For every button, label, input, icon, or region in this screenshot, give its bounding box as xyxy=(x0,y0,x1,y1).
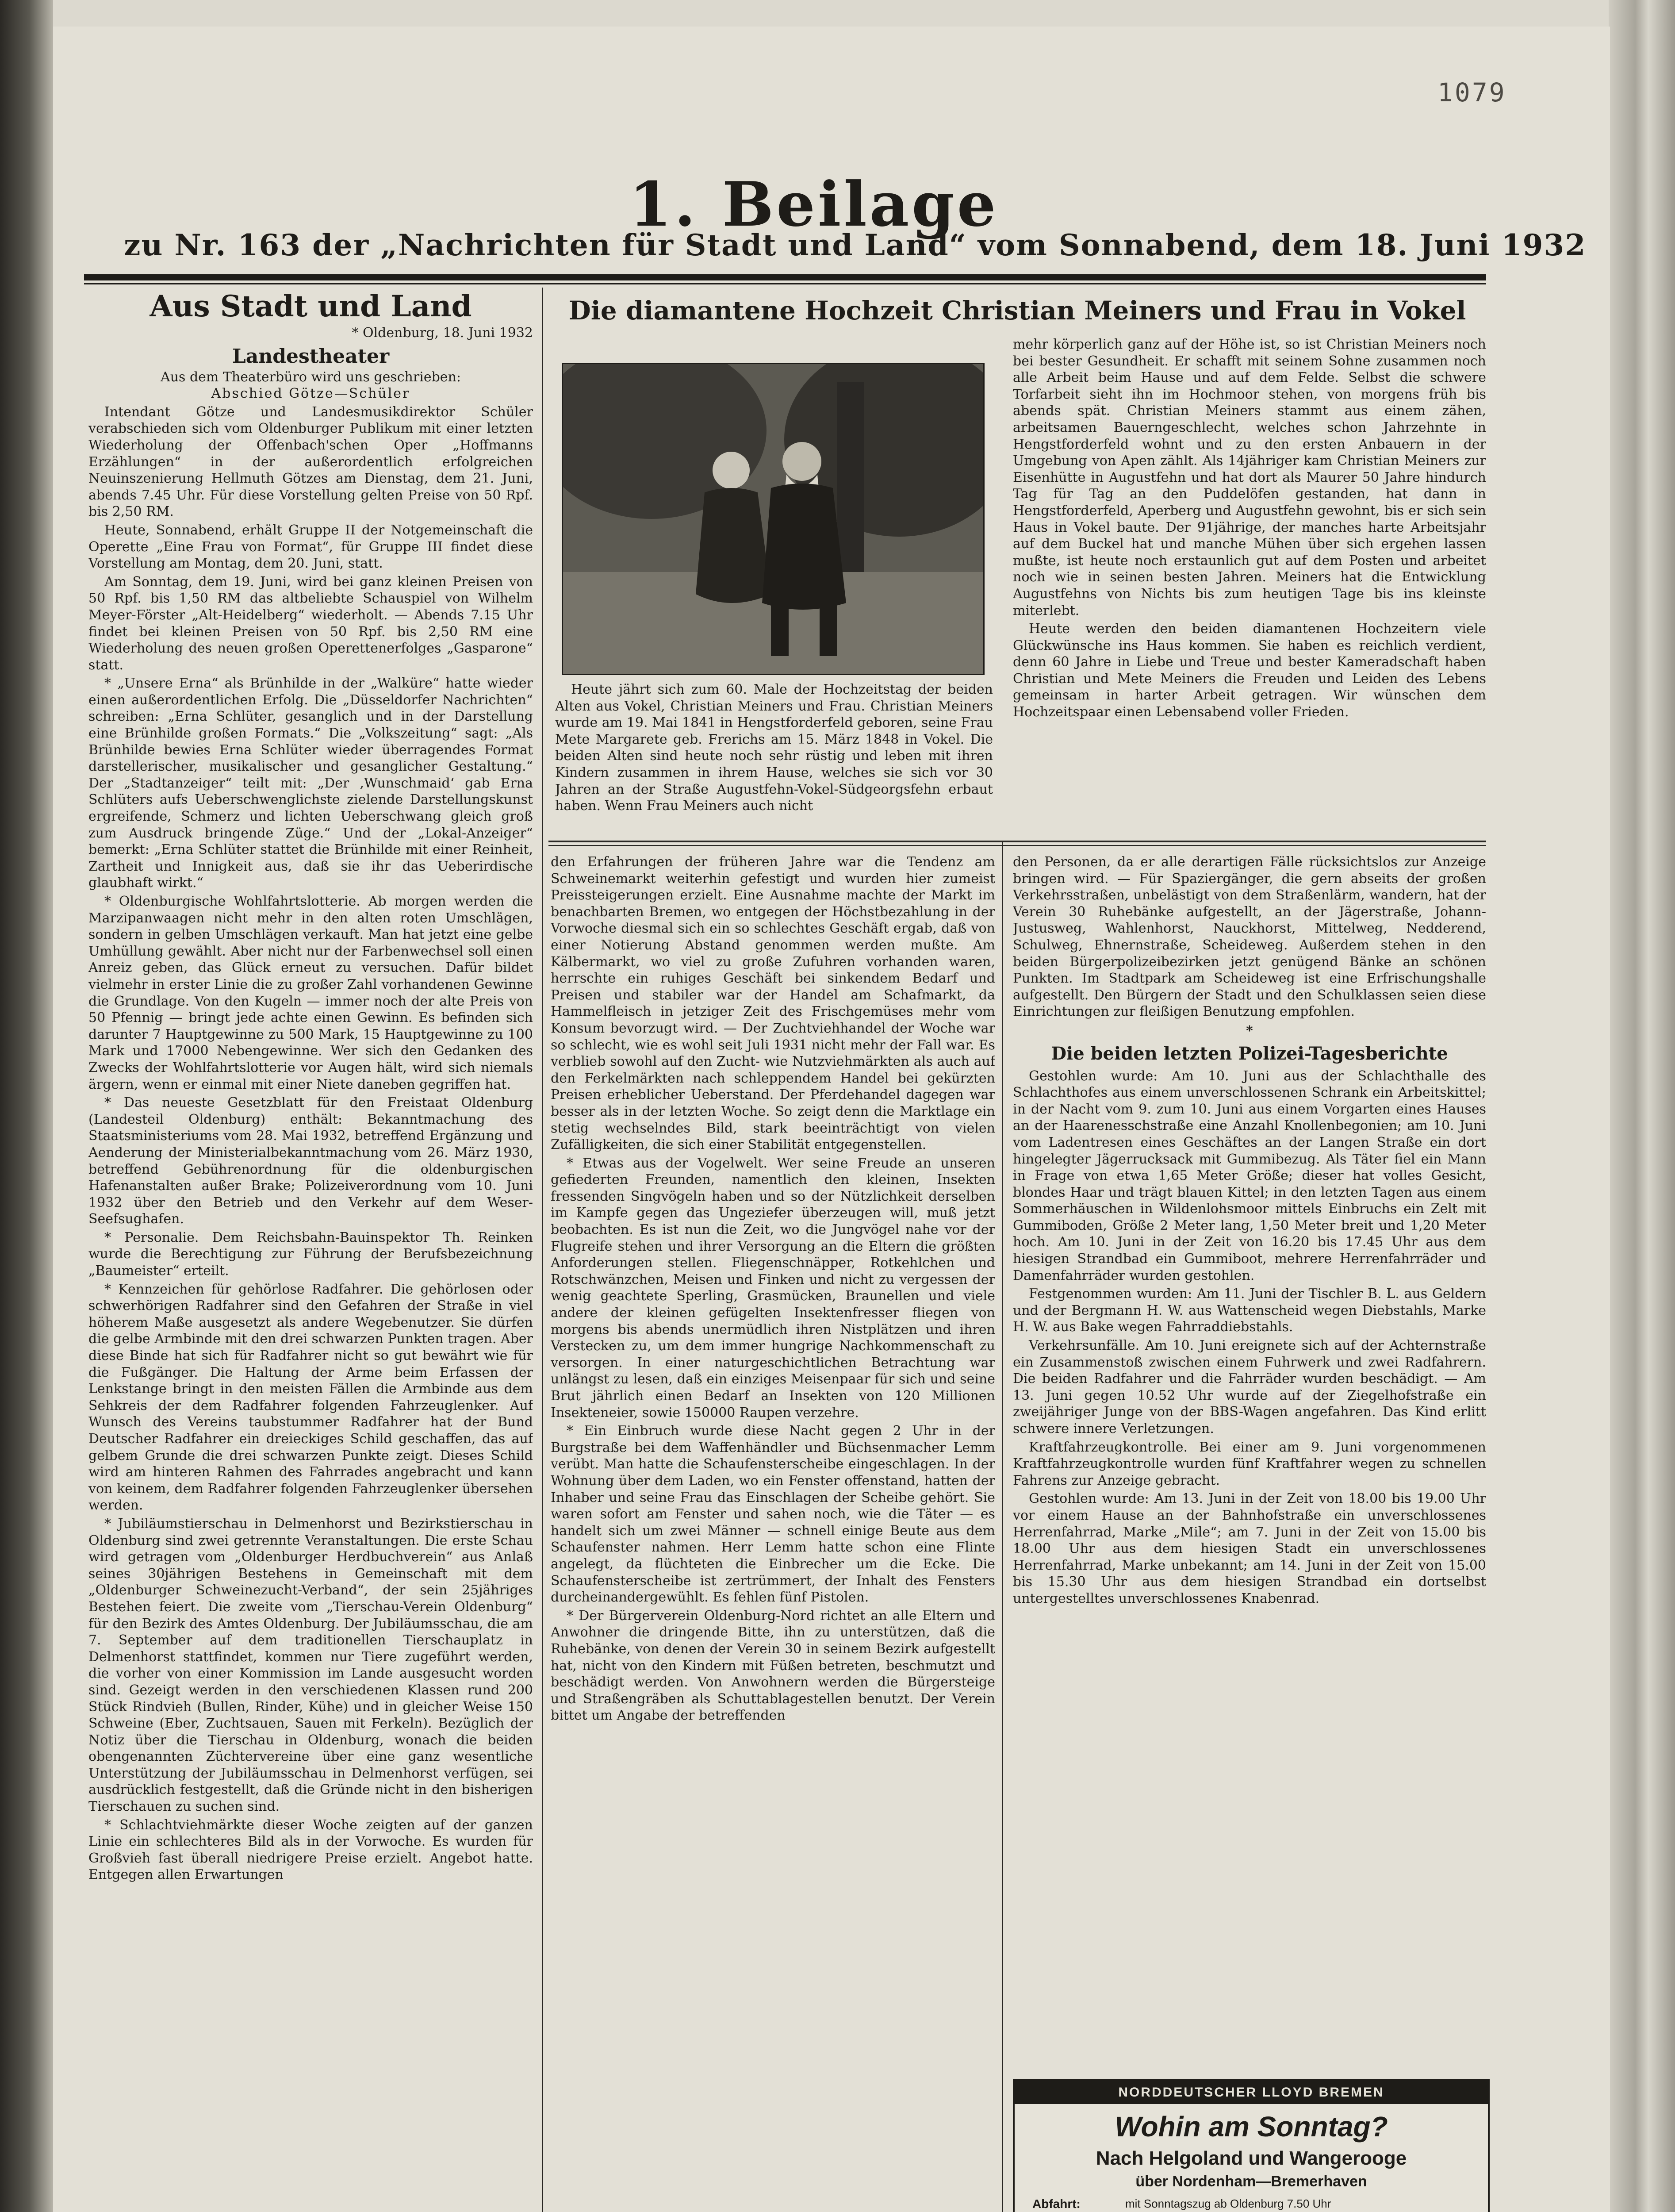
article-paragraph: Intendant Götze und Landesmusikdirektor Schüler verabschieden sich vom Oldenburger Publikum mit einer letzten Wiederholung der Offenbach'schen Oper „Hoffmanns Erzählungen“ in der außerordentlich erfolgreichen Neuinszenierung Hellmuth Götzes am Dienstag, dem 21. Juni, abends 7.45 Uhr. Für diese Vorstellung gelten Preise von 50 Rpf. bis 2,50 RM. xyxy=(88,404,533,520)
article-paragraph: * „Unsere Erna“ als Brünhilde in der „Walküre“ hatte wieder einen außerordentlichen Erfolg. Die „Düsseldorfer Nachrichten“ schreiben: „Erna Schlüter, gesanglich und in der Darstellung eine Brünhilde großen Formats.“ Die „Volkszeitung“ sagt: „Als Brünhilde bewies Erna Schlüter wieder überragendes Format darstellerischer, musikalischer und gesanglicher Gestaltung.“ Der „Stadtanzeiger“ teilt mit: „Der ‚Wunschmaid‘ gab Erna Schlüters aufs Ueberschwenglichste zielende Darstellungskunst ergreifende, Schmerz und lichten Ueberschwang gleich groß zum Ausdruck bringende Züge.“ Und der „Lokal-Anzeiger“ bemerkt: „Erna Schlüter stattet die Brünhilde mit einer Reinheit, Zartheit und Innigkeit aus, daß sie ihr das Ueberirdische glaubhaft wirkt.“ xyxy=(88,676,533,891)
theater-heading: Landestheater xyxy=(232,345,390,368)
column-rule-left xyxy=(542,288,543,2212)
article-paragraph: Heute, Sonnabend, erhält Gruppe II der Notgemeinschaft die Operette „Eine Frau von Format“, für Gruppe III findet diese Vorstellung am Montag, dem 20. Juni, statt. xyxy=(88,522,533,572)
photo-caption xyxy=(555,681,993,836)
article-paragraph: * Oldenburgische Wohlfahrtslotterie. Ab morgen werden die Marzipanwaagen nicht mehr in den alten roten Umschlägen, sondern in gelben Umschlägen verkauft. Man hat jetzt eine gelbe Umhüllung gewählt. Aber nicht nur der Farbenwechsel soll einen Anreiz geben, das Glück erneut zu versuchen. Dafür bildet vielmehr in erster Linie die zu großer Zahl vorhandenen Gewinne die Grundlage. Von den Kugeln — immer noch der alte Preis von 50 Pfennig — bringt jede achte einen Gewinn. Es befinden sich darunter 7 Hauptgewinne zu 500 Mark, 15 Hauptgewinne zu 100 Mark und 17000 Nebengewinne. Wer sich den Gedanken des Zwecks der Wohlfahrtslotterie vor Augen hält, wird sich niemals ärgern, wenn er einmal mit einer Niete daneben gegriffen hat. xyxy=(88,894,533,1092)
article-paragraph: * Das neueste Gesetzblatt für den Freistaat Oldenburg (Landesteil Oldenburg) enthält: Bekanntmachung des Staatsministeriums vom 28. Mai 1932, betreffend Ergänzung und Aenderung der Ministerialbekanntmachung vom 26. März 1930, betreffend Gebührenordnung für die oldenburgischen Hafenanstalten außer Brake; Polizeiverordnung vom 10. Juni 1932 über den Betrieb und den Verkehr auf dem Weser-Seefsughafen. xyxy=(88,1095,533,1227)
section-title-stadt-land: Aus Stadt und Land xyxy=(149,289,472,323)
article-paragraph: * Schlachtviehmärkte dieser Woche zeigten auf der ganzen Linie ein schlechteres Bild als in der Vorwoche. Es wurden für Großvieh fast überall niedrigere Preise erzielt. Angebot hatte. Entgegen allen Erwartungen xyxy=(88,1817,533,1883)
page-edge xyxy=(1609,0,1675,2212)
dateline: * Oldenburg, 18. Juni 1932 xyxy=(352,325,533,341)
issue-subtitle: zu Nr. 163 der „Nachrichten für Stadt und Land“ vom Sonnabend, dem 18. Juni 1932 xyxy=(124,228,1587,262)
ad-depart-1: mit Sonntagszug ab Oldenburg 7.50 Uhr xyxy=(1125,2197,1331,2210)
ad-company: NORDDEUTSCHER LLOYD BREMEN xyxy=(1015,2081,1488,2104)
ad-headline: Wohin am Sonntag? xyxy=(1115,2111,1388,2143)
column-rule-right xyxy=(1002,841,1003,2212)
wedding-title: Die diamantene Hochzeit Christian Meiners und Frau in Vokel xyxy=(568,296,1466,326)
article-paragraph: Heute werden den beiden diamantenen Hochzeitern viele Glückwünsche ins Haus kommen. Sie haben es reichlich verdient, denn 60 Jahre in Liebe und Treue und bester Kameradschaft haben Christian und Mete Meiners die Freuden und Leiden des Lebens gemeinsam in harter Arbeit getragen. Wir wünschen dem Hochzeitspaar einen Lebensabend voller Frieden. xyxy=(1013,621,1486,720)
article-paragraph: den Personen, da er alle derartigen Fälle rücksichtslos zur Anzeige bringen wird. — Für Spaziergänger, die gern abseits der großen Verkehrsstraßen, unbelästigt von dem Straßenlärm, wandern, hat der Verein 30 Ruhebänke aufgestellt, an der Jägerstraße, Johann-Justusweg, Wahlenhorst, Nauckhorst, Mittelweg, Nedderend, Schulweg, Ehnernstraße, Scheideweg. Außerdem stehen in den beiden Bürgerpolizeibezirken jetzt genügend Bänke an schönen Punkten. Im Stadtpark am Scheideweg ist eine Erfrischungshalle aufgestellt. Den Bürgern der Stadt und den Schulklassen seien diese Einrichtungen zur fleißigen Benutzung empfohlen. xyxy=(1013,854,1486,1020)
header-rule xyxy=(84,274,1486,280)
wedding-photo xyxy=(562,363,985,675)
left-column xyxy=(88,288,533,2212)
header-rule-thin xyxy=(84,283,1486,284)
page-number: 1079 xyxy=(1437,77,1506,108)
police-report-title: Die beiden letzten Polizei-Tagesberichte xyxy=(1051,1043,1448,1064)
article-paragraph: * Etwas aus der Vogelwelt. Wer seine Freude an unseren gefiederten Freunden, namentlich den kleinen, Insekten fressenden Singvögeln haben und so der Nützlichkeit derselben im Kampfe gegen das Ungeziefer überzeugen will, muß jetzt beobachten. Es ist nun die Zeit, wo die Jungvögel nahe vor der Flugreife stehen und ihrer Versorgung an die Eltern die größten Anforderungen stellen. Fliegenschnäpper, Rotkehlchen und Rotschwänzchen, Meisen und Finken und nicht zu vergessen der wenig geachtete Sperling, Grasmücken, Braunellen und viele andere der kleinen gefügelten Insektenfresser fliegen von morgens bis abends unermüdlich ihren Nistplätzen und ihren Verstecken zu, um dem immer hungrige Nachkommenschaft zu versorgen. In einer naturgeschichtlichen Betrachtung war unlängst zu lesen, daß ein einziges Meisenpaar für sich und seine Brut jährlich einen Bedarf an Insekten von 120 Millionen Insekteneier, sowie 150000 Raupen verzehre. xyxy=(551,1155,995,1421)
article-paragraph: Verkehrsunfälle. Am 10. Juni ereignete sich auf der Achternstraße ein Zusammenstoß zwischen einem Fuhrwerk und zwei Radfahrern. Die beiden Radfahrer und die Fahrräder wurden beschädigt. — Am 13. Juni gegen 10.52 Uhr wurde auf der Ziegelhofstraße ein zweijähriger Junge von der BBS-Wagen angefahren. Das Kind erlitt schwere innere Verletzungen. xyxy=(1013,1338,1486,1436)
couple-photo-illustration xyxy=(563,364,983,674)
article-paragraph: den Erfahrungen der früheren Jahre war die Tendenz am Schweinemarkt weiterhin gefestigt und wurden hier zumeist Preissteigerungen erzielt. Eine Ausnahme machte der Markt im benachbarten Bremen, wo entgegen der Höchstbezahlung in der Vorwoche diesmal sich ein so schlechtes Geschäft ergab, daß von einer Notierung Abstand genommen werden mußte. Am Kälbermarkt, wo viel zu große Zufuhren vorhanden waren, herrschte ein ruhiges Geschäft bei sinkendem Bedarf und Preisen und stabiler war der Handel am Schafmarkt, da Hammelfleisch in jetziger Zeit des Frischgemüses mehr vom Konsum bevorzugt wird. — Der Zuchtviehhandel der Woche war so schlecht, wie es wohl seit Juli 1931 nicht mehr der Fall war. Es verblieb sowohl auf den Zucht- wie Nutzviehmärkten als auch auf den Ferkelmärkten nach schleppendem Handel bei gekürzten Preisen erheblicher Ueberstand. Der Pferdehandel dagegen war besser als in der letzten Woche. So zeigt denn die Marktlage ein stetig wechselndes Bild, stark beeinträchtigt von vielen Zufälligkeiten, die sich einer Stabilität entgegenstellen. xyxy=(551,854,995,1153)
ad-depart-label: Abfahrt: xyxy=(1032,2197,1081,2211)
article-paragraph: mehr körperlich ganz auf der Höhe ist, so ist Christian Meiners noch bei bester Gesundheit. Er schafft mit seinem Sohne zusammen noch alle Arbeit beim Hause und auf dem Felde. Selbst die schwere Torfarbeit sieht ihn im Hochmoor stehen, von morgens früh bis abends spät. Christian Meiners stammt aus einem zähen, arbeitsamen Bauerngeschlecht, welches schon Jahrzehnte in Hengstforderfeld wohnt und zu den ersten Anbauern in der Umgebung von Apen zählt. Als 14jähriger kam Christian Meiners zur Eisenhütte in Augustfehn und hat dort als Maurer 50 Jahre hindurch Tag für Tag an den Puddelöfen gestanden, hat dann in Hengstforderfeld, Aperberg und Augustfehn gewohnt, bis er sich sein Haus in Vokel baute. Der 91jährige, der manches harte Arbeitsjahr auf dem Buckel hat und manche Mühen über sich ergehen lassen mußte, ist heute noch erstaunlich gut auf dem Posten und arbeitet noch wie in seinen besten Jahren. Meiners hat die Entwicklung Augustfehns von Nichts bis zum heutigen Tage bis ins kleinste miterlebt. xyxy=(1013,337,1486,618)
article-paragraph: Kraftfahrzeugkontrolle. Bei einer am 9. Juni vorgenommenen Kraftfahrzeugkontrolle wurden fünf Kraftfahrer wegen zu schnellen Fahrens zur Anzeige gebracht. xyxy=(1013,1439,1486,1488)
middle-column xyxy=(551,854,995,2212)
theater-subheading: Aus dem Theaterbüro wird uns geschrieben: xyxy=(161,369,461,385)
lloyd-advertisement xyxy=(1013,2079,1490,2212)
article-paragraph: * Personalie. Dem Reichsbahn-Bauinspektor Th. Reinken wurde die Berechtigung zur Führung der Berufsbezeichnung „Baumeister“ erteilt. xyxy=(88,1229,533,1279)
article-paragraph: Festgenommen wurden: Am 11. Juni der Tischler B. L. aus Geldern und der Bergmann H. W. aus Wattenscheid wegen Diebstahls, Marke H. W. aus Bake wegen Fahrraddiebstahls. xyxy=(1013,1286,1486,1335)
caption-text: Heute jährt sich zum 60. Male der Hochzeitstag der beiden Alten aus Vokel, Christian Meiners und Frau. Christian Meiners wurde am 19. Mai 1841 in Hengstforderfeld geboren, seine Frau Mete Margarete geb. Frerichs am 15. März 1848 in Vokel. Die beiden Alten sind heute noch sehr rüstig und leben mit ihren Kindern zusammen in ihrem Hause, welches sie sich vor 30 Jahren an der Straße Augustfehn-Vokel-Südgeorgsfehn erbaut haben. Wenn Frau Meiners auch nicht xyxy=(555,682,993,814)
binding-gutter xyxy=(0,0,53,2212)
ad-route: Nach Helgoland und Wangerooge xyxy=(1096,2147,1407,2169)
farewell-heading: Abschied Götze—Schüler xyxy=(211,386,410,402)
separator-star: * xyxy=(1246,1023,1253,1039)
article-paragraph: * Ein Einbruch wurde diese Nacht gegen 2 Uhr in der Burgstraße bei dem Waffenhändler und Büchsenmacher Lemm verübt. Man hatte die Schaufensterscheibe eingeschlagen. In der Wohnung über dem Laden, wo ein Fenster offenstand, hatten der Inhaber und seine Frau das Einschlagen der Scheibe gehört. Sie waren sofort am Fenster und sahen noch, wie die Täter — es handelt sich um zwei Männer — schnell einige Beute aus dem Schaufenster nahmen. Herr Lemm hatte schon eine Flinte angelegt, da flüchteten die Einbrecher um die Ecke. Die Schaufensterscheibe ist zertrümmert, der Inhalt des Fensters durcheinandergewühlt. Es fehlen fünf Pistolen. xyxy=(551,1423,995,1605)
article-paragraph: * Der Bürgerverein Oldenburg-Nord richtet an alle Eltern und Anwohner die dringende Bitte, ihn zu unterstützen, daß die Ruhebänke, von denen der Verein 30 in seinem Bezirk aufgestellt hat, nicht von den Kindern mit Füßen betreten, beschmutzt und beschädigt werden. Von Anwohnern werden die Bürgersteige und Straßengräben als Schuttablagestellen benutzt. Der Verein bittet um Angabe der betreffenden xyxy=(551,1608,995,1724)
supplement-title: 1. Beilage xyxy=(629,168,999,240)
article-paragraph: Gestohlen wurde: Am 13. Juni in der Zeit von 18.00 bis 19.00 Uhr vor einem Hause an der Bahnhofstraße ein unverschlossenes Herrenfahrrad, Marke „Mile“; am 7. Juni in der Zeit von 15.00 bis 18.00 Uhr aus dem hiesigen Stadt ein unverschlossenes Herrenfahrrad, Marke unbekannt; am 14. Juni in der Zeit von 15.00 bis 15.30 Uhr aus dem hiesigen Strandbad ein dortselbst untergestelltes unverschlossenes Knabenrad. xyxy=(1013,1491,1486,1606)
article-paragraph: Gestohlen wurde: Am 10. Juni aus der Schlachthalle des Schlachthofes aus einem unverschlossenen Schrank ein Arbeitskittel; in der Nacht vom 9. zum 10. Juni aus einem Vorgarten eines Hauses an der Haarenesschstraße eine Anzahl Knollenbegonien; am 10. Juni vom Ladentresen eines Geschäftes an der Langen Straße ein dort hingelegter Jägerrucksack mit Gummibezug. Als Täter fiel ein Mann in Frage von etwa 1,65 Meter Größe; dieser hat volles Gesicht, blondes Haar und trägt blauen Kittel; in den letzten Tagen aus einem Sommerhäuschen in Wildenlohsmoor mittels Einbruchs ein Zelt mit Gummiboden, Größe 2 Meter lang, 1,50 Meter breit und 1,20 Meter hoch. Am 10. Juni in der Zeit von 16.20 bis 17.45 Uhr aus dem hiesigen Strandbad ein Gummiboot, mehrere Herrenfahrräder und Damenfahrräder wurden gestohlen. xyxy=(1013,1068,1486,1283)
wedding-article-continued xyxy=(1013,336,1486,836)
section-rule xyxy=(548,841,1486,842)
right-column xyxy=(1013,854,1486,2070)
ad-via: über Nordenham—Bremerhaven xyxy=(1135,2173,1367,2190)
article-paragraph: * Kennzeichen für gehörlose Radfahrer. Die gehörlosen oder schwerhörigen Radfahrer sind den Gefahren der Straße in viel höherem Maße ausgesetzt als andere Wegebenutzer. Sie dürfen die gelbe Armbinde mit den drei schwarzen Punkten tragen. Aber diese Binde hat sich für Radfahrer nicht so gut bewährt wie für die Fußgänger. Die Haltung der Arme beim Erfassen der Lenkstange bringt in den meisten Fällen die Armbinde aus dem Sehkreis der dem Radfahrer folgenden Fahrzeuglenker. Auf Wunsch des Vereins taubstummer Radfahrer hat der Bund Deutscher Radfahrer ein dreieckiges Schild geschaffen, das auf gelbem Grunde die drei schwarzen Punkte zeigt. Dieses Schild wird am hinteren Rahmen des Fahrrades angebracht und kann von keinem, dem Radfahrer folgenden Fahrzeuglenker übersehen werden. xyxy=(88,1281,533,1513)
section-rule-thin xyxy=(548,845,1486,846)
wedding-title-box xyxy=(551,292,1484,332)
article-paragraph: Am Sonntag, dem 19. Juni, wird bei ganz kleinen Preisen von 50 Rpf. bis 1,50 RM das altbeliebte Schauspiel von Wilhelm Meyer-Förster „Alt-Heidelberg“ wiederholt. — Abends 7.15 Uhr findet bei kleinen Preisen von 50 Rpf. bis 2,50 RM eine Wiederholung des neuen großen Operettenerfolges „Gasparone“ statt. xyxy=(88,574,533,673)
article-paragraph: * Jubiläumstierschau in Delmenhorst und Bezirkstierschau in Oldenburg sind zwei getrennte Veranstaltungen. Die erste Schau wird getragen vom „Oldenburger Herdbuchverein“ aus Anlaß seines 30jährigen Bestehens in Gemeinschaft mit dem „Oldenburger Schweinezucht-Verband“, der sein 25jähriges Bestehen feiert. Die zweite vom „Tierschau-Verein Oldenburg“ für den Bezirk des Amtes Oldenburg. Der Jubiläumsschau, die am 7. September auf dem traditionellen Tierschauplatz in Delmenhorst stattfindet, kommen nur Tiere zugeführt werden, die vorher von einer Kommission im Lande ausgesucht worden sind. Gezeigt werden in den verschiedenen Klassen rund 200 Stück Rindvieh (Bullen, Rinder, Kühe) und in gleicher Weise 150 Schweine (Eber, Zuchtsauen, Sauen mit Ferkeln). Bezüglich der Notiz über die Tierschau in Oldenburg, wonach die beiden obengenannten Züchtervereine über eine ganz wesentliche Unterstützung der Jubiläumsschau in Delmenhorst verfügen, sei ausdrücklich festgestellt, daß die Gründe nicht in den bisherigen Tierschauen zu suchen sind. xyxy=(88,1516,533,1815)
